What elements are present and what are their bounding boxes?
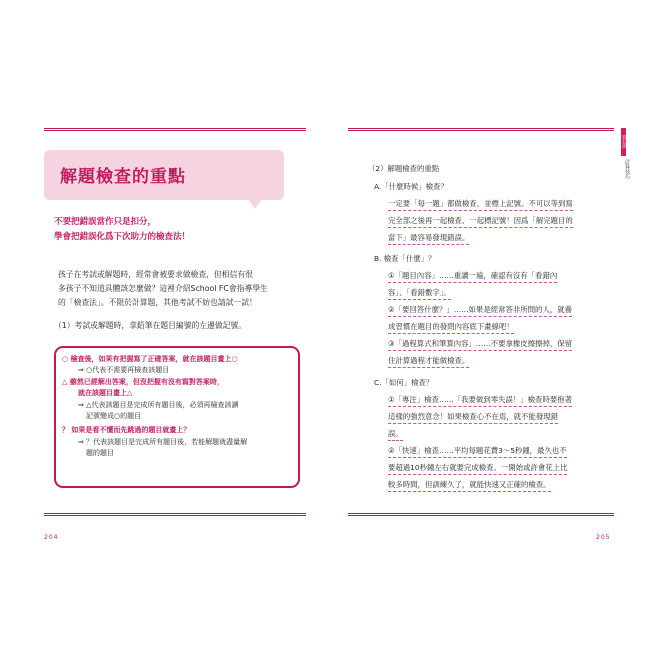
- bottom-rule-left: [44, 513, 306, 516]
- section-b-line-5: ③「過程算式和筆算內容」……不要拿橡皮擦擦掉，保留: [388, 338, 572, 351]
- section-b-heading: B. 檢查「什麼」？: [374, 254, 436, 263]
- paragraph-line-3: 的「檢查法」。不限於計算題，其他考試不妨也請試一試！: [58, 298, 257, 307]
- section-1-heading: （1）考試或解題時，拿鉛筆在題目編號的左邊做記號。: [54, 321, 247, 330]
- bottom-rule-right: [348, 513, 614, 516]
- question-mark-rule: ？ 如果是看不懂而先跳過的題目就畫上？: [62, 426, 191, 434]
- triangle-mark-note-2: 記號變成○的題目: [86, 412, 142, 420]
- title-bubble: [44, 150, 284, 200]
- section-b-line-2: 容」、「看錯數字」。: [388, 287, 451, 300]
- section-a-line-1: 一定要「每一題」都做檢查，並標上記號。不可以等到寫: [388, 198, 573, 211]
- section-b-line-4: 成習慣在題目的發問內容底下畫線吧！: [388, 321, 514, 334]
- circle-mark-rule: ○ 檢查後，如果有把握寫了正確答案，就在該題目畫上○: [62, 355, 238, 363]
- paragraph-line-1: 孩子在考試或解題時，經常會被要求做檢查，但相信有很: [58, 270, 253, 279]
- chapter-tab: [621, 128, 634, 187]
- section-a-line-3: 當下」最容易發現錯誤。: [388, 232, 469, 245]
- section-c-line-2: 這樣的強烈意念！如果檢查心不在焉，就不能發現錯: [388, 411, 558, 424]
- section-b-line-3: ②「要回答什麼？」……如果是經常答非所問的人，就養: [388, 304, 572, 317]
- mark-rules-box: [54, 346, 300, 488]
- top-rule-left: [44, 128, 306, 131]
- section-a-line-2: 完全部之後再一起檢查、一起標記號！因爲「解完題目的: [388, 215, 573, 228]
- paragraph-line-2: 多孩子不知道具體該怎麼做？這裡介紹School FC會指導學生: [58, 284, 268, 293]
- section-c-line-3: 誤。: [388, 428, 403, 441]
- section-b-line-1: ①「題目內容」……重讀一遍，確認有沒有「看錯內: [388, 270, 557, 283]
- triangle-mark-rule: △ 雖然已經解出答案，但沒把握有沒有寫對答案時，: [62, 378, 224, 386]
- chapter-tab-title: 計算技巧: [624, 159, 630, 179]
- page-title: 解題檢查的重點: [60, 167, 186, 187]
- circle-mark-note: ⇒ ○代表不需要再檢查該題目: [78, 366, 170, 374]
- section-c-line-5: 要超過10秒鐘左右就要完成檢查。一開始或許會花上比: [388, 462, 567, 475]
- page-number-right: 205: [596, 534, 611, 541]
- question-mark-note-1: ⇒ ？代表該題目是完成所有題目後，若能解題就盡量解: [78, 438, 248, 446]
- section-a-heading: A.「什麼時候」檢查？: [374, 182, 448, 191]
- section-c-line-6: 較多時間，但訓練久了，就能快速又正確的檢查。: [388, 479, 551, 492]
- top-rule-right: [348, 128, 614, 131]
- section-b-line-6: 住計算過程才能做檢查。: [388, 355, 469, 368]
- lead-line-1: 不要把錯誤當作只是扣分，: [54, 217, 157, 227]
- chapter-tab-number: 第五章: [621, 128, 626, 156]
- page-number-left: 204: [44, 534, 59, 541]
- triangle-mark-rule-2: 就在該題目畫上△: [78, 389, 133, 397]
- section-c-line-1: ①「專注」檢查……「我要做到零失誤！」檢查時要抱著: [388, 394, 572, 407]
- triangle-mark-note-1: ⇒ △代表該題目是完成所有題目後，必須再檢查該讀: [78, 401, 239, 409]
- lead-line-2: 學會把錯誤化爲下次助力的檢查法！: [54, 232, 191, 242]
- question-mark-note-2: 題的題目: [86, 449, 114, 457]
- section-2-heading: （2）解題檢查的重點: [368, 164, 440, 173]
- section-c-heading: C.「如何」檢查？: [374, 378, 434, 387]
- section-c-line-4: ②「快速」檢查……平均每題花費3～5秒鐘，最久也不: [388, 445, 567, 458]
